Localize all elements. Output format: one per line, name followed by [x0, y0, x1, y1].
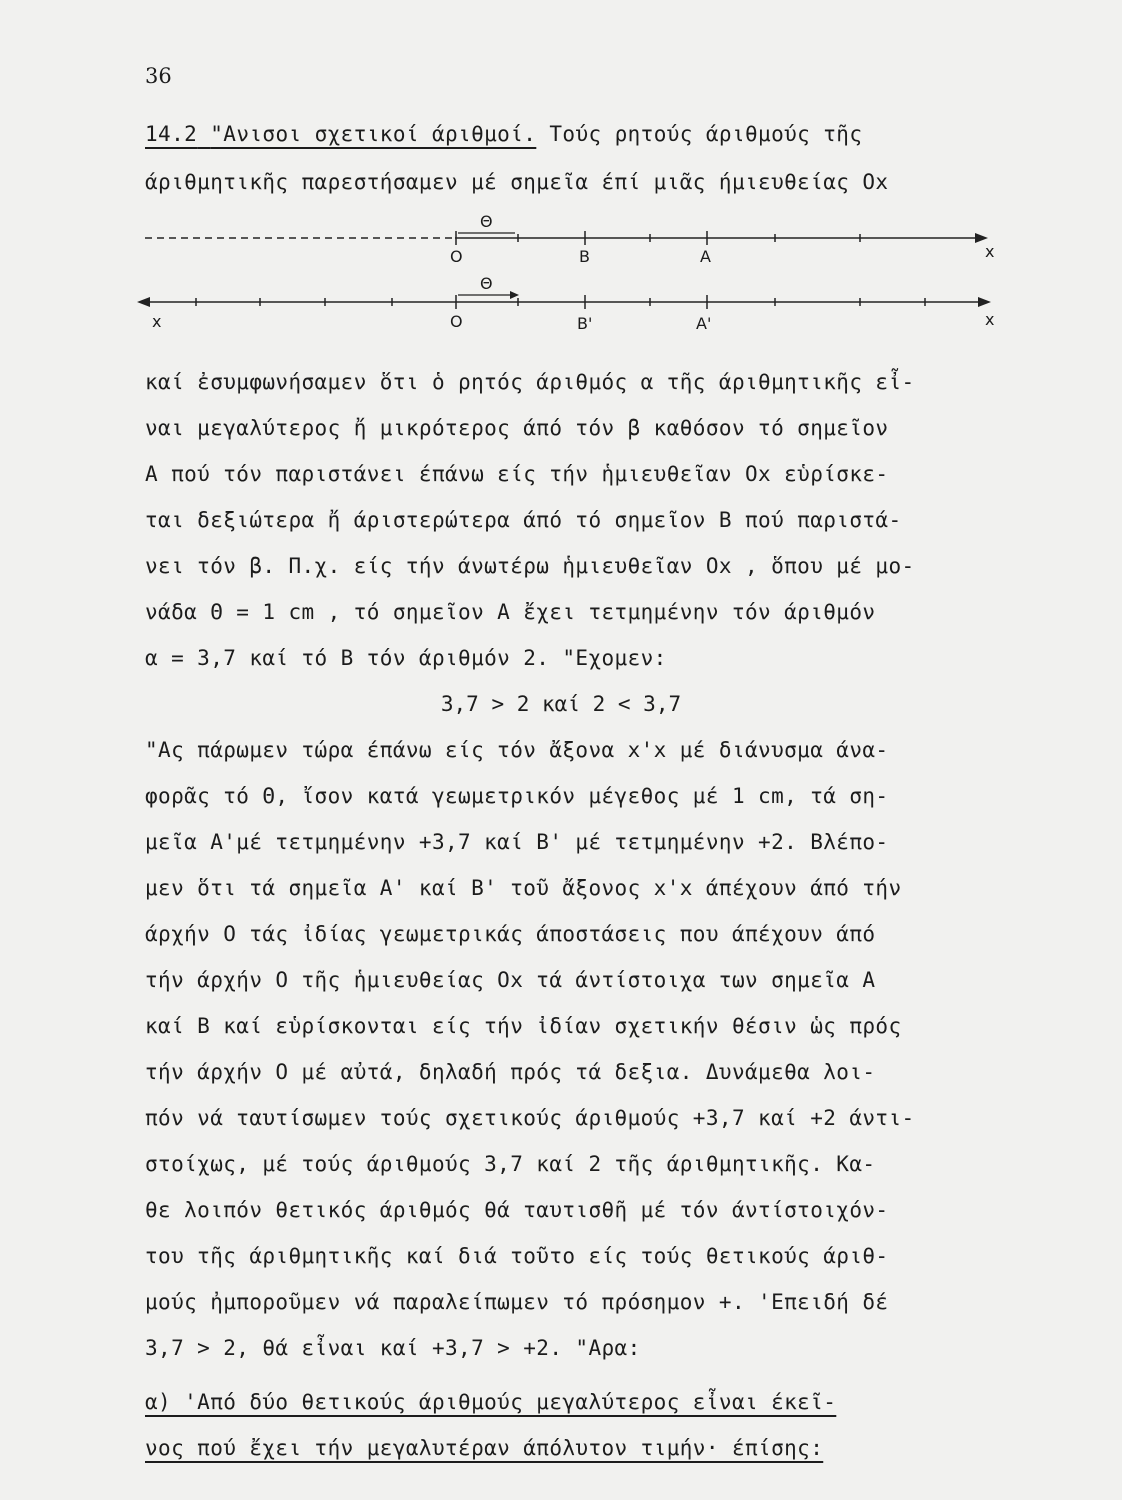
section-title: "Ανισοι σχετικοί άριθμοί.: [210, 122, 537, 146]
paragraph2-line-14: 3,7 > 2, θά εἶναι καί +3,7 > +2. "Αρα:: [145, 1336, 641, 1360]
inequality-formula: 3,7 > 2 καί 2 < 3,7: [440, 692, 682, 716]
paragraph1-line-5: νει τόν β. Π.χ. είς τήν άνωτέρω ἡμιευθεῖαν Ox , ὅπου μέ μο-: [145, 554, 915, 578]
paragraph2-line-3: μεῖα Α'μέ τετμημένην +3,7 καί Β' μέ τετμημένην +2. Βλέπο-: [145, 830, 889, 854]
paragraph2-line-8: τήν άρχήν O μέ αὐτά, δηλαδή πρός τά δεξια. Δυνάμεθα λοι-: [145, 1060, 876, 1084]
section-number: 14.2: [145, 122, 198, 146]
number-line-diagram: [130, 205, 1010, 345]
rule-a-line-1: [145, 1390, 836, 1414]
paragraph1-line-2: ναι μεγαλύτερος ἤ μικρότερος άπό τόν β καθόσον τό σημεῖον: [145, 416, 889, 440]
paragraph1-line-4: ται δεξιώτερα ἤ άριστερώτερα άπό τό σημεῖον B πού παριστά-: [145, 508, 902, 532]
rule-a-text-2: νος πού ἔχει τήν μεγαλυτέραν άπόλυτον τιμήν· έπίσης:: [145, 1436, 824, 1460]
paragraph2-line-9: πόν νά ταυτίσωμεν τούς σχετικούς άριθμούς +3,7 καί +2 άντι-: [145, 1106, 915, 1130]
bottom-axis-right-arrowhead: [978, 297, 991, 307]
paragraph1-line-1: καί ἐσυμφωνήσαμεν ὅτι ὁ ρητός άριθμός α τῆς άριθμητικῆς εἶ-: [145, 370, 915, 394]
intro-line-2: άριθμητικῆς παρεστήσαμεν μέ σημεῖα έπί μιᾶς ήμιευθείας Ox: [145, 170, 889, 194]
paragraph2-line-13: μούς ἠμποροῦμεν νά παραλείπωμεν τό πρόσημον +. 'Επειδή δέ: [145, 1290, 889, 1314]
intro-line-1: Τούς ρητούς άριθμούς τῆς: [549, 122, 863, 146]
bottom-axis-start-label: x: [152, 312, 162, 331]
paragraph1-line-6: νάδα Θ = 1 cm , τό σημεῖον A ἔχει τετμημένην τόν άριθμόν: [145, 600, 876, 624]
paragraph1-line-3: Α πού τόν παριστάνει έπάνω είς τήν ἡμιευθεῖαν Ox εὑρίσκε-: [145, 462, 889, 486]
paragraph2-line-6: τήν άρχήν O τῆς ἡμιευθείας Ox τά άντίστοιχα των σημεῖα A: [145, 968, 876, 992]
paragraph2-line-12: του τῆς άριθμητικῆς καί διά τοῦτο είς τούς θετικούς άριθ-: [145, 1244, 889, 1268]
paragraph2-line-11: θε λοιπόν θετικός άριθμός θά ταυτισθῆ μέ τόν άντίστοιχόν-: [145, 1198, 889, 1222]
bottom-point-a-prime: A': [696, 314, 712, 333]
paragraph2-line-1: "Ας πάρωμεν τώρα έπάνω είς τόν ἄξονα x'x μέ διάνυσμα άνα-: [145, 738, 889, 762]
bottom-unit-label: Θ: [480, 274, 493, 293]
paragraph2-line-7: καί B καί εὑρίσκονται είς τήν ἰδίαν σχετικήν θέσιν ὡς πρός: [145, 1014, 902, 1038]
paragraph2-line-4: μεν ὅτι τά σημεῖα Α' καί Β' τοῦ ἄξονος x'x άπέχουν άπό τήν: [145, 876, 902, 900]
paragraph2-line-10: στοίχως, μέ τούς άριθμούς 3,7 καί 2 τῆς άριθμητικῆς. Κα-: [145, 1152, 876, 1176]
bottom-point-o: O: [450, 312, 463, 331]
top-unit-label: Θ: [480, 212, 493, 231]
bottom-unit-arrowhead: [510, 291, 519, 299]
top-point-a: A: [700, 247, 711, 266]
top-point-o: O: [450, 247, 463, 266]
rule-a-line-2: [145, 1436, 823, 1460]
paragraph1-line-7: α = 3,7 καί τό B τόν άριθμόν 2. "Εχομεν:: [145, 646, 667, 670]
bottom-axis-end-label: x: [985, 310, 995, 329]
page-number: 36: [145, 64, 172, 88]
bottom-point-b-prime: B': [577, 314, 593, 333]
rule-a-text-1: α) 'Από δύο θετικούς άριθμούς μεγαλύτερος εἶναι έκεῖ-: [145, 1390, 837, 1414]
paragraph2-line-5: άρχήν O τάς ἰδίας γεωμετρικάς άποστάσεις που άπέχουν άπό: [145, 922, 876, 946]
section-heading-line: [145, 122, 862, 146]
section-heading: [145, 122, 536, 146]
top-axis-end-label: x: [985, 242, 995, 261]
top-point-b: B: [579, 247, 590, 266]
paragraph2-line-2: φορᾶς τό Θ, ἴσον κατά γεωμετρικόν μέγεθος μέ 1 cm, τά ση-: [145, 784, 889, 808]
bottom-axis-left-arrowhead: [137, 297, 150, 307]
